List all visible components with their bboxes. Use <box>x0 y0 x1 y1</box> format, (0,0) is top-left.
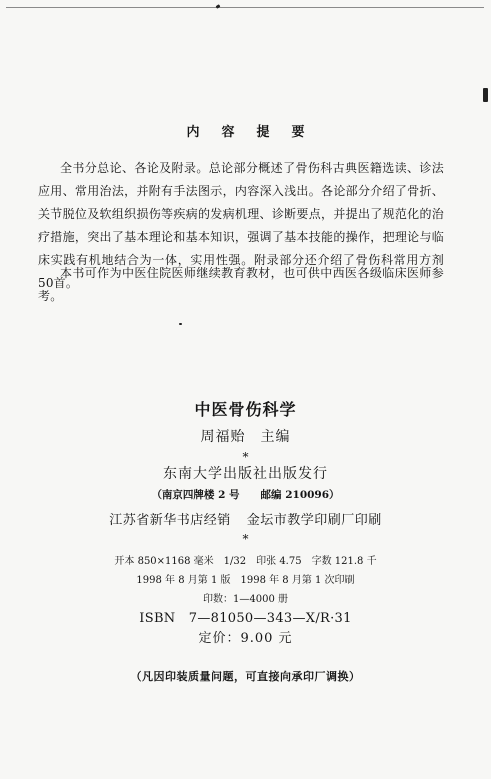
publisher: 东南大学出版社出版发行 <box>163 466 328 482</box>
summary-paragraph: 本书可作为中医住院医师继续教育教材，也可供中西医各级临床医师参考。 <box>38 266 444 303</box>
top-scan-edge <box>6 7 484 8</box>
format-specs: 开本 850×1168 毫米 1/32 印张 4.75 字数 121.8 千 <box>114 556 377 567</box>
scan-speck <box>216 4 221 9</box>
distributor: 江苏省新华书店经销 <box>109 513 231 528</box>
summary-paragraph: 全书分总论、各论及附录。总论部分概述了骨伤科古典医籍选读、诊法应用、常用治法，并附有手法图示，内容深入浅出。各论部分介绍了骨折、关节脱位及软组织损伤等疾病的发病机理、诊断要点，并提出了规范化的治疗措施，突出了基本理论和基本知识，强调了基本技能的操作，把理论与临床实践有机地结合为一体，实用性强。附录部分还介绍了骨伤科常用方剂50首。 <box>38 161 444 290</box>
summary-heading: 内容提要 <box>186 125 327 140</box>
quality-notice: （凡因印装质量问题，可直接向承印厂调换） <box>130 670 361 683</box>
printer: 金坛市教学印刷厂印刷 <box>246 513 382 528</box>
separator-asterisk: * <box>242 450 249 464</box>
print-run: 印数：1—4000 册 <box>203 594 288 605</box>
distribution-line <box>0 509 491 528</box>
scan-speck <box>483 88 488 102</box>
isbn: ISBN 7—81050—343—X/R·31 <box>139 611 352 626</box>
book-title: 中医骨伤科学 <box>194 400 297 419</box>
price: 定价：9.00 元 <box>198 631 293 646</box>
scan-speck <box>179 323 182 325</box>
editor-credit: 周福贻 主编 <box>200 429 291 445</box>
separator-asterisk: * <box>242 532 249 546</box>
publisher-address: （南京四牌楼 2 号 邮编 210096） <box>151 489 340 501</box>
edition-info: 1998 年 8 月第 1 版 1998 年 8 月第 1 次印刷 <box>136 575 355 586</box>
